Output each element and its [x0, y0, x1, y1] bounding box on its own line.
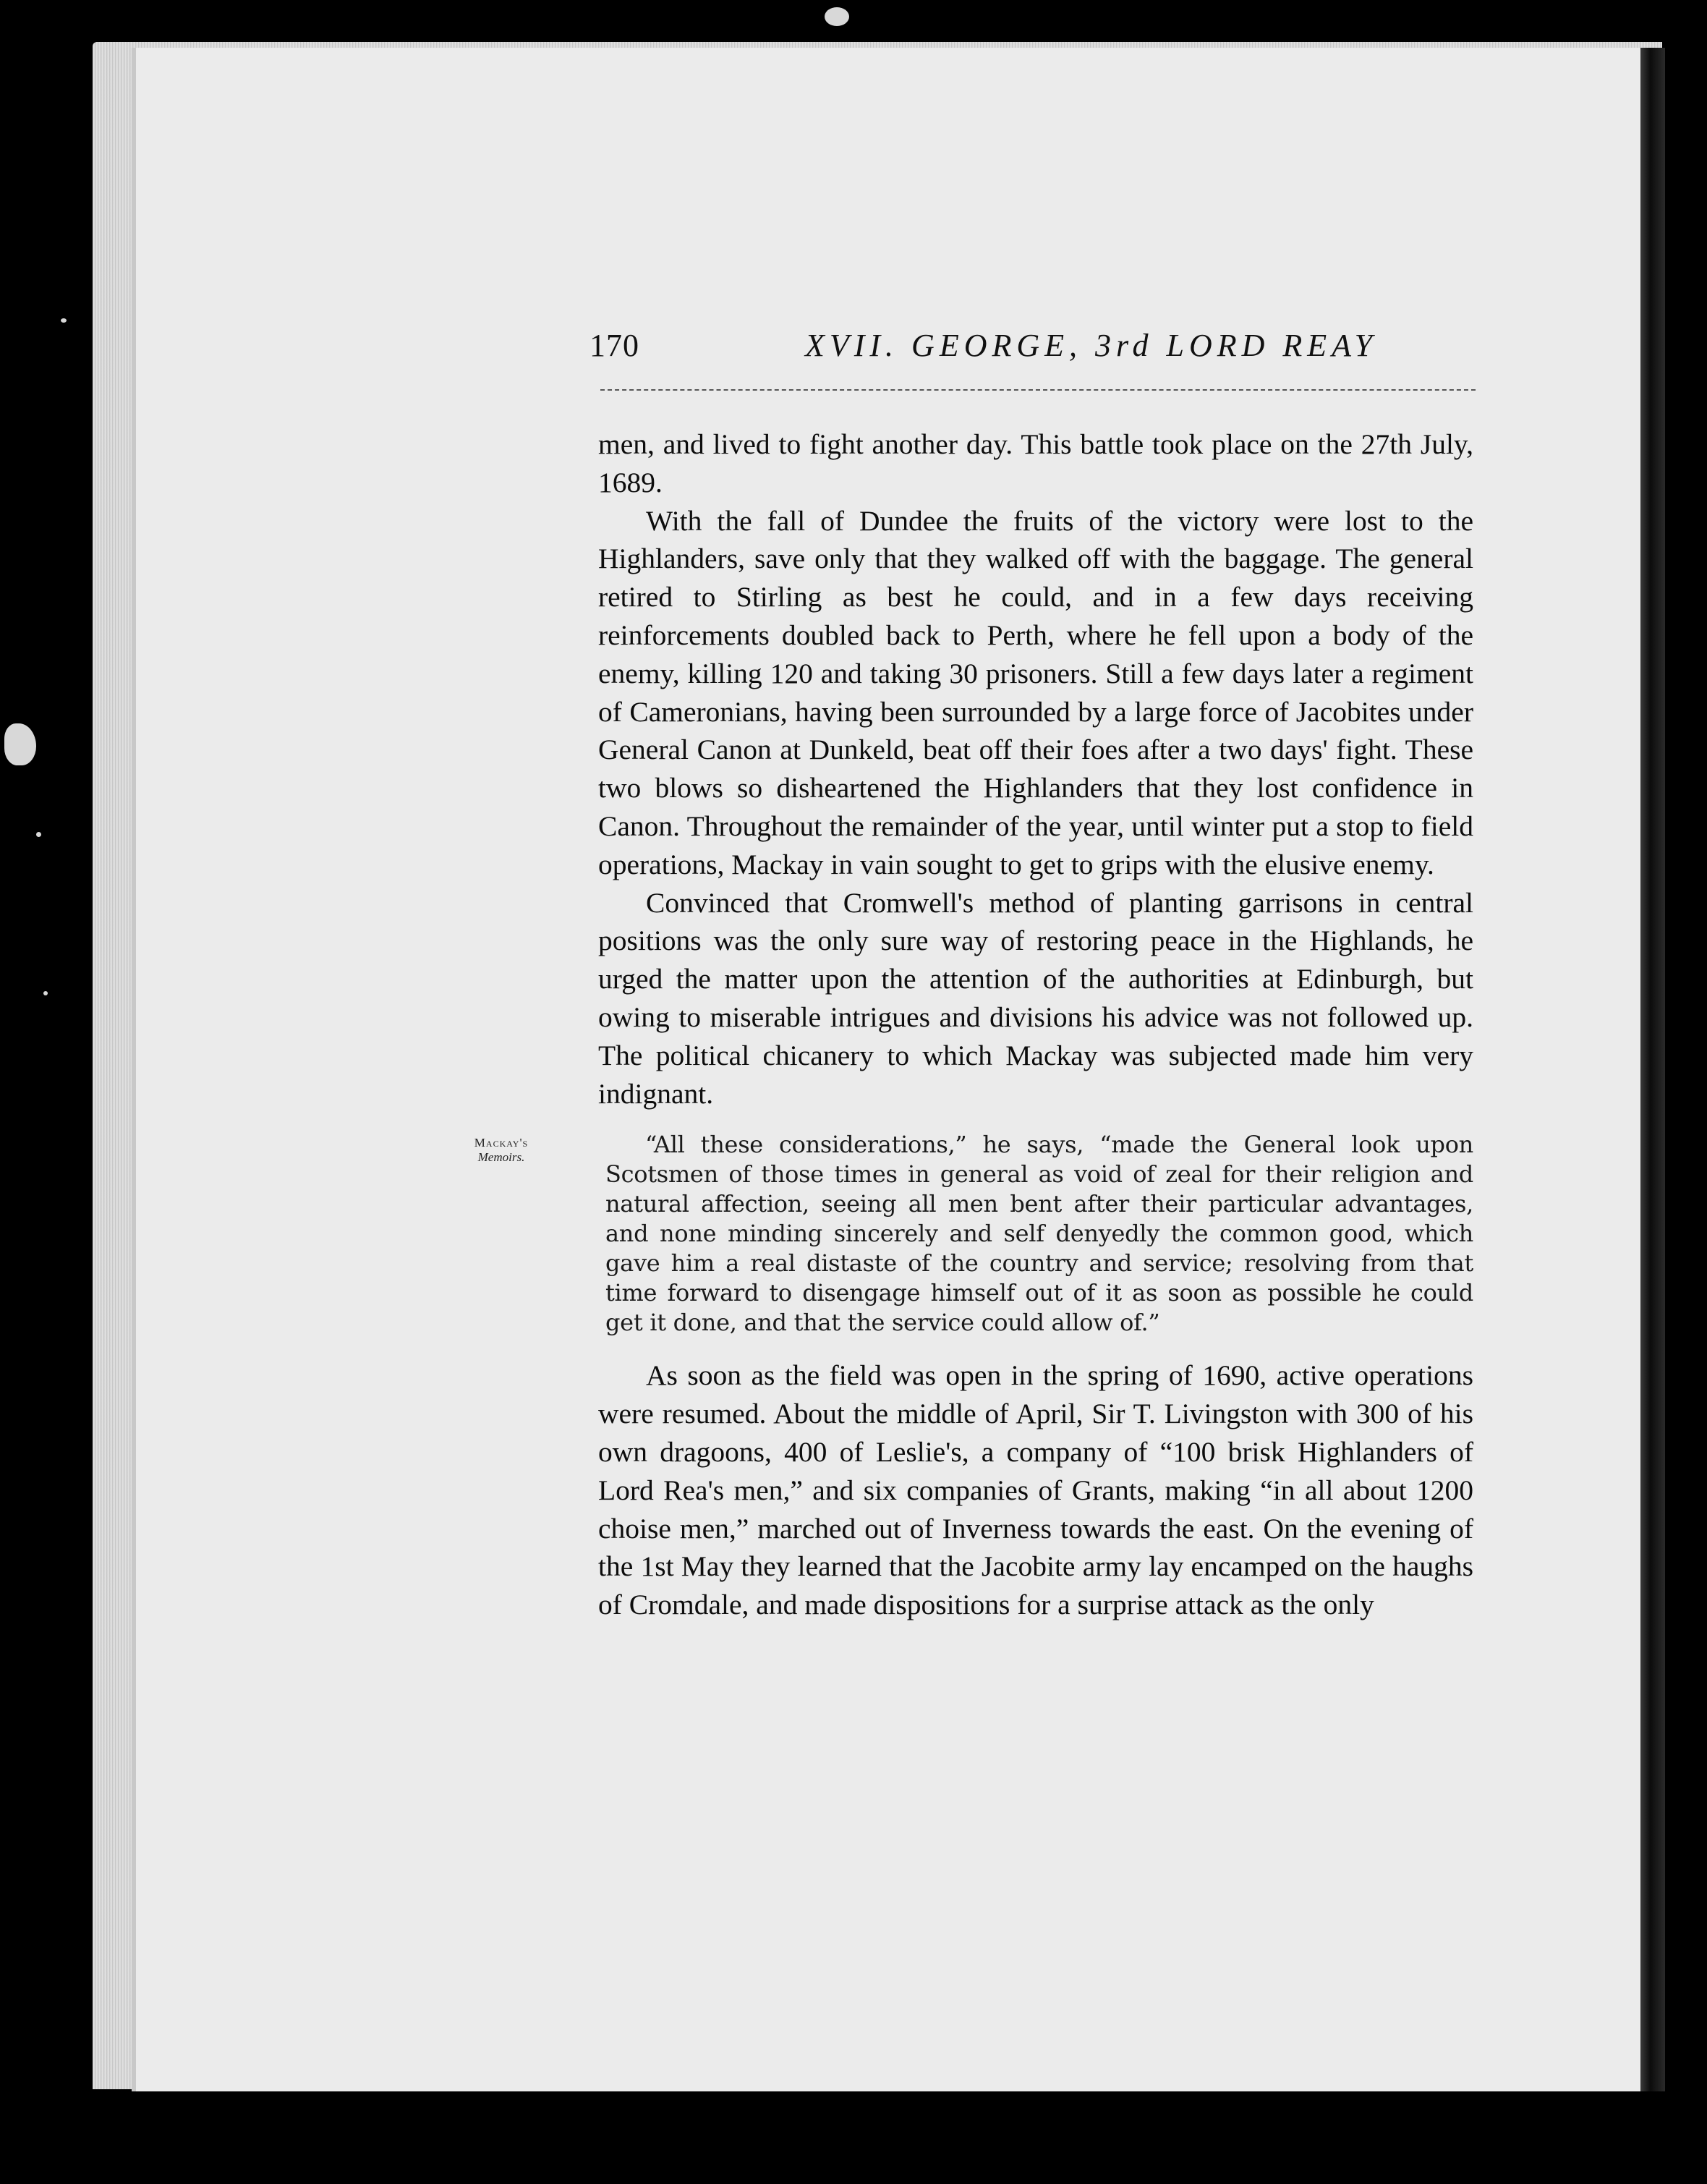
block-quote: “All these considerations,” he says, “made the General look upon Scotsmen of those times in general as void of zeal for their religion and natural affection, seeing all men bent after their particular advantages, and none minding sincerely and self denyedly the common good, which gave him a real distaste of the country and service; resolving from that time forward to disengage himself out of it as soon as possible he could get it done, and that the service could allow of.” [605, 1131, 1473, 1337]
paragraph-1: men, and lived to fight another day. This battle took place on the 27th July, 1689. [598, 428, 1473, 498]
running-head [589, 327, 1472, 370]
book-gutter [1640, 48, 1665, 2091]
paragraph-4: As soon as the field was open in the spring of 1690, active operations were resumed. About the middle of April, Sir T. Livingston with 300 of his own dragoons, 400 of Leslie's, a company of “100 brisk Highlanders of Lord Rea's men,” and six companies of Grants, making “in all about 1200 choise men,” marched out of Inverness towards the east. On the evening of the 1st May they learned that the Jacobite army lay encamped on the haughs of Cromdale, and made dispositions for a surprise attack as the only [598, 1359, 1473, 1621]
scan-speck [4, 723, 36, 765]
running-head-title: XVII. GEORGE, 3rd LORD REAY [805, 328, 1378, 363]
scan-speck [61, 318, 67, 323]
margin-note-line-2: Memoirs. [477, 1150, 525, 1164]
scan-speck [825, 7, 849, 26]
scan-speck [36, 832, 41, 837]
body-text [598, 425, 1473, 1624]
scan-speck [43, 991, 48, 995]
page-number: 170 [589, 328, 639, 363]
header-rule [600, 389, 1476, 391]
paragraph-2: With the fall of Dundee the fruits of the victory were lost to the Highlanders, save only that they walked off with the baggage. The general retired to Stirling as best he could, and in a few days receiving reinforcements doubled back to Perth, where he fell upon a body of the enemy, killing 120 and taking 30 prisoners. Still a few days later a regiment of Cameronians, having been surrounded by a large force of Jacobites under General Canon at Dunkeld, beat off their foes after a two days' fight. These two blows so disheartened the Highlanders that they lost confidence in Canon. Throughout the remainder of the year, until winter put a stop to field operations, Mackay in vain sought to get to grips with the elusive enemy. [598, 504, 1473, 880]
margin-note-line-1: Mackay's [474, 1136, 529, 1150]
margin-note [454, 1136, 548, 1165]
paragraph-3: Convinced that Cromwell's method of planting garrisons in central positions was the only sure way of restoring peace in the Highlands, he urged the matter upon the attention of the authorities at Edinburgh, but owing to miserable intrigues and divisions his advice was not followed up. The political chicanery to which Mackay was subjected made him very indignant. [598, 886, 1473, 1110]
